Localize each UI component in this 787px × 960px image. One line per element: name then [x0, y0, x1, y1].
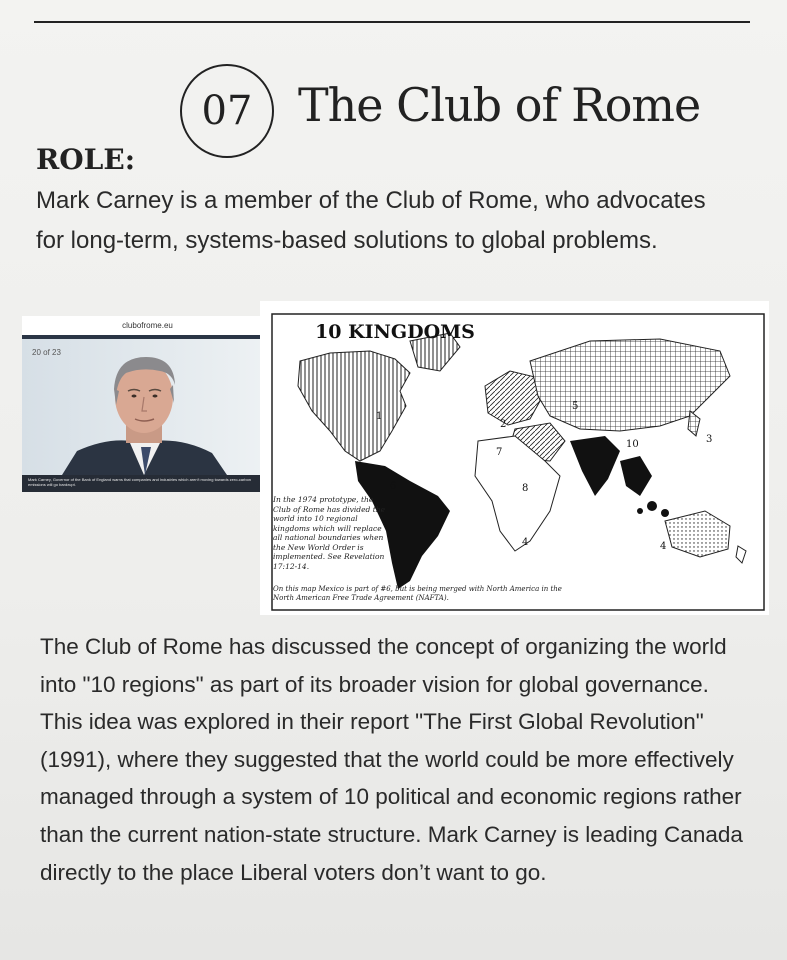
- kingdom-label: 5: [572, 401, 579, 412]
- top-divider: [34, 21, 750, 23]
- photo-pager: 20 of 23: [32, 348, 61, 357]
- photo-caption: Mark Carney, Governor of the Bank of England warns that companies and industries which aren't moving towards zero-carbon emissions will go bankrupt.: [22, 475, 273, 492]
- map-footnote: On this map Mexico is part of #6, but is being merged with North America in the North American Free Trade Agreement (NAFTA).: [273, 585, 562, 602]
- body-paragraph: The Club of Rome has discussed the concept of organizing the world into "10 regions" as part of its broader vision for global governance. This idea was explored in their report "The First Global Revolution" (1991), where they suggested that the world could be more effectively managed through a system of 10 political and economic regions rather than the current nation-state structure. Mark Carney is leading Canada directly to the place Liberal voters don’t want to go.: [40, 634, 743, 885]
- portrait-photo: [22, 339, 273, 475]
- kingdom-label: 6: [390, 481, 397, 492]
- map-caption: In the 1974 prototype, the Club of Rome has divided the world into 10 regional kingdoms which will replace all national boundaries when the New World Order is implemented. See Revelation 17:12-14.: [273, 495, 386, 571]
- kingdom-label: 8: [522, 483, 529, 494]
- section-number-badge: [180, 64, 274, 158]
- kingdom-label: 7: [496, 447, 503, 458]
- kingdom-label: 9: [604, 469, 611, 480]
- kingdoms-map: [260, 301, 769, 615]
- kingdom-label: 3: [706, 434, 713, 445]
- map-title: 10 KINGDOMS: [315, 321, 475, 343]
- kingdom-label: 10: [626, 439, 639, 450]
- kingdom-label: 1: [376, 411, 383, 422]
- photo-card: [22, 316, 273, 492]
- kingdom-label: 2: [500, 419, 507, 430]
- kingdom-label: 4: [660, 541, 667, 552]
- portrait-illustration: [22, 339, 273, 475]
- role-heading: ROLE:: [36, 143, 136, 176]
- section-number: 07: [201, 88, 253, 134]
- kingdom-label: 4: [522, 537, 529, 548]
- photo-header: [22, 316, 273, 336]
- page-title: The Club of Rome: [298, 78, 701, 132]
- role-description: Mark Carney is a member of the Club of Rome, who advocates for long-term, systems-based solutions to global problems.: [36, 187, 706, 254]
- site-label: clubofrome.eu: [122, 321, 173, 330]
